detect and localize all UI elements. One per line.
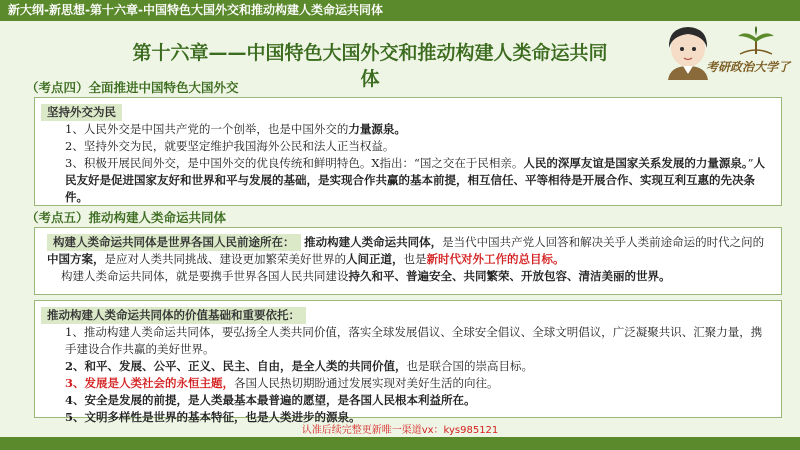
- item-text: 1、人民外交是中国共产党的一个创举，也是中国外交的: [65, 122, 349, 136]
- item-emphasis: 人民的深厚友谊是国家关系发展的力量源泉。: [523, 156, 748, 170]
- page-title-line2: 体: [360, 68, 380, 90]
- section4-heading: （考点四）全面推进中国特色大国外交: [26, 80, 239, 95]
- footer-notice: 认准后续完整更新唯一渠道vx：kys985121: [301, 425, 499, 436]
- item-highlight: 3、发展是人类社会的永恒主题，: [65, 376, 234, 390]
- item-emphasis: 2、和平、发展、公平、正义、民主、自由，是全人类的共同价值，: [65, 359, 407, 373]
- paragraph: [47, 268, 769, 285]
- item-highlight: 新时代对外工作的总目标。: [426, 252, 565, 266]
- logo-icon: [720, 26, 792, 56]
- item-text: 构建人类命运共同体，就是要携手世界各国人民共同建设: [61, 269, 349, 283]
- list-item: [47, 121, 769, 138]
- card-community-future: [34, 227, 782, 295]
- card-diplomacy-for-people: [34, 97, 782, 206]
- logo-text: 考研政治大学了: [706, 60, 791, 74]
- card-title: 坚持外交为民: [41, 104, 122, 121]
- list-item: 5、文明多样性是世界的基本特征，也是人类进步的源泉。: [65, 410, 361, 424]
- card-value-foundation: [34, 300, 782, 424]
- item-text: 也是联合国的崇高目标。: [406, 359, 533, 373]
- list-item: 1、推动构建人类命运共同体，要弘扬全人类共同价值，落实全球发展倡议、全球安全倡议、全球文明倡议，广泛凝聚共识、汇聚力量，携手建设合作共赢的美好世界。: [65, 325, 763, 356]
- item-text: 是应对人类共同挑战、建设更加繁荣美好世界的: [104, 252, 346, 266]
- list-item: [47, 375, 769, 392]
- page-title-line1: 第十六章——中国特色大国外交和推动构建人类命运共同: [132, 42, 608, 64]
- item-emphasis: 推动构建人类命运共同体，: [304, 235, 443, 249]
- card-title: 构建人类命运共同体是世界各国人民前途所在：: [47, 234, 301, 251]
- item-emphasis: 持久和平、普遍安全、共同繁荣、开放包容、清洁美丽的世界。: [348, 269, 671, 283]
- list-item: [47, 358, 769, 375]
- item-emphasis: 人间正道，: [346, 252, 404, 266]
- item-emphasis: 中国方案，: [47, 252, 105, 266]
- item-text: 各国人民热切期盼通过发展实现对美好生活的向往。: [234, 376, 499, 390]
- item-text: 是当代中国共产党人回答和解决关乎人类前途命运的时代之问的: [442, 235, 765, 249]
- list-item: 2、坚持外交为民，就要坚定维护我国海外公民和法人正当权益。: [65, 139, 395, 153]
- paragraph: [47, 234, 769, 268]
- footer-bar: [0, 437, 800, 450]
- list-item: 4、安全是发展的前提，是人类最基本最普遍的愿望，是各国人民根本利益所在。: [65, 393, 476, 407]
- item-emphasis: 人民友好是促进国家友好和世界和平与发展的基础，是实现合作共赢的基本前提，相互信任、平等相待是开展合作、实现互利互惠的先决条件。: [65, 156, 766, 204]
- item-text: 也是: [403, 252, 427, 266]
- list-item: [47, 155, 769, 206]
- item-emphasis: 力量源泉。: [348, 122, 406, 136]
- card-title: 推动构建人类命运共同体的价值基础和重要依托：: [41, 307, 306, 324]
- section5-heading: （考点五）推动构建人类命运共同体: [26, 210, 227, 225]
- item-text: 3、积极开展民间外交，是中国外交的优良传统和鲜明特色。X指出：“国之交在于民相亲。: [65, 156, 524, 170]
- breadcrumb: 新大纲-新思想-第十六章-中国特色大国外交和推动构建人类命运共同体: [0, 0, 800, 21]
- item-text: ”: [747, 156, 754, 170]
